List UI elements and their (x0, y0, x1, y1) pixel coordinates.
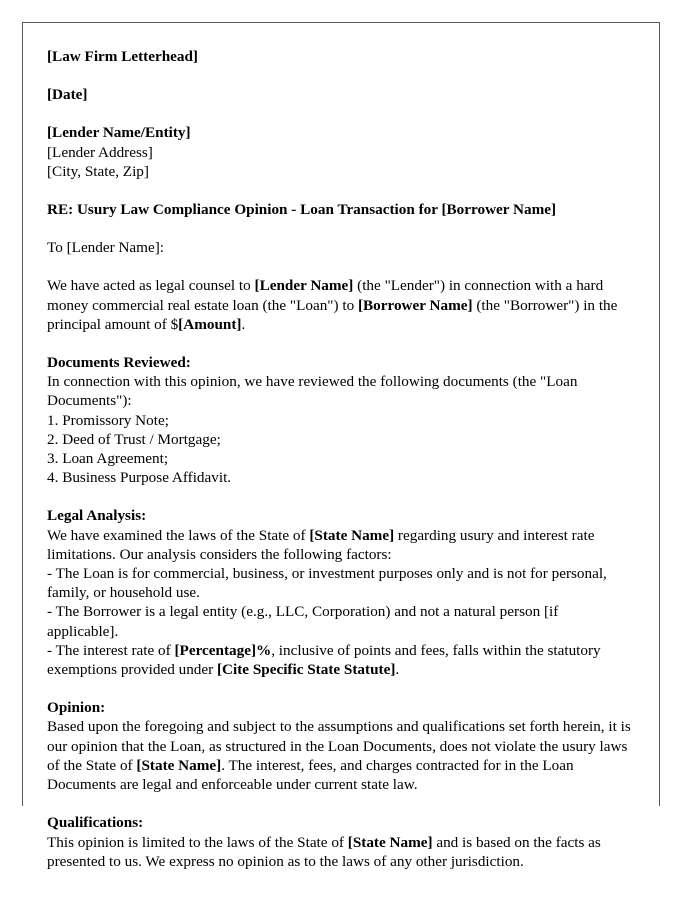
intro-text-1: We have acted as legal counsel to (47, 277, 255, 295)
salutation: To [Lender Name]: (47, 239, 165, 257)
document-date: [Date] (47, 86, 88, 104)
opinion-text-1: Based upon the foregoing and subject to the assumptions and qualifications set forth herein, it is our opinion that the Loan, as structured in the Loan Documents, does not violate the usury laws of the State of (47, 718, 631, 774)
recipient-name: [Lender Name/Entity] (47, 124, 191, 142)
spacer (47, 257, 631, 276)
spacer (47, 104, 631, 123)
factor-text-3: . (395, 661, 400, 679)
intro-text-4: . (241, 315, 246, 333)
factor-text-1: - The interest rate of (47, 641, 175, 659)
document-page (22, 22, 660, 870)
list-item: 2. Deed of Trust / Mortgage; (47, 430, 221, 448)
opinion-text-2: . The interest, fees, and charges contracted for in the Loan Documents are legal and enforceable under current state law. (47, 756, 574, 794)
law-firm-letterhead: [Law Firm Letterhead] (47, 48, 198, 65)
subject-line: RE: Usury Law Compliance Opinion - Loan Transaction for [Borrower Name] (47, 201, 557, 219)
introduction-paragraph (47, 276, 631, 334)
factor-percentage-placeholder: [Percentage]% (174, 641, 272, 659)
factor-text-2: , inclusive of points and fees, falls within the statutory exemptions provided under (47, 641, 601, 679)
qualifications-text-2: and is based on the facts as presented to us. We express no opinion as to the laws of any other jurisdiction. (47, 833, 601, 870)
spacer (47, 66, 631, 85)
analysis-text-2: regarding usury and interest rate limitations. Our analysis considers the following factors: (47, 526, 595, 563)
opinion-paragraph (47, 717, 631, 794)
list-item: 4. Business Purpose Affidavit. (47, 469, 232, 487)
opinion-state-placeholder: [State Name] (136, 756, 222, 774)
list-item: 1. Promissory Note; (47, 411, 169, 429)
qualifications-text-1: This opinion is limited to the laws of the State of (47, 833, 348, 851)
qualifications-state-placeholder: [State Name] (347, 833, 433, 851)
spacer (47, 487, 631, 506)
documents-reviewed-heading: Documents Reviewed: (47, 354, 191, 372)
analysis-state-placeholder: [State Name] (309, 526, 395, 544)
opinion-heading: Opinion: (47, 699, 106, 717)
legal-analysis-factor (47, 641, 631, 679)
legal-opinion-letter (47, 47, 631, 871)
intro-borrower-placeholder: [Borrower Name] (357, 296, 473, 314)
qualifications-heading: Qualifications: (47, 814, 144, 832)
spacer (47, 679, 631, 698)
list-item: 3. Loan Agreement; (47, 450, 169, 468)
intro-lender-placeholder: [Lender Name] (254, 277, 354, 295)
factor-statute-placeholder: [Cite Specific State Statute] (216, 661, 396, 679)
documents-reviewed-lead: In connection with this opinion, we have reviewed the following documents (the "Loan Documents"): (47, 373, 578, 410)
spacer (47, 334, 631, 353)
recipient-city-state-zip: [City, State, Zip] (47, 162, 149, 180)
spacer (47, 181, 631, 200)
document-body (23, 23, 659, 871)
recipient-address: [Lender Address] (47, 143, 153, 161)
intro-text-2: (the "Lender") in connection with a hard money commercial real estate loan (the "Loan") to (47, 277, 604, 314)
legal-analysis-factor: - The Loan is for commercial, business, or investment purposes only and is not for personal, family, or household use. (47, 565, 607, 602)
spacer (47, 794, 631, 813)
analysis-text-1: We have examined the laws of the State of (47, 526, 310, 544)
intro-amount-placeholder: [Amount] (178, 315, 242, 333)
qualifications-paragraph (47, 833, 631, 871)
spacer (47, 219, 631, 238)
intro-text-3: (the "Borrower") in the principal amount of $ (47, 296, 618, 333)
legal-analysis-factor: - The Borrower is a legal entity (e.g., LLC, Corporation) and not a natural person [if applicable]. (47, 603, 559, 640)
legal-analysis-lead (47, 526, 631, 564)
legal-analysis-heading: Legal Analysis: (47, 507, 147, 525)
